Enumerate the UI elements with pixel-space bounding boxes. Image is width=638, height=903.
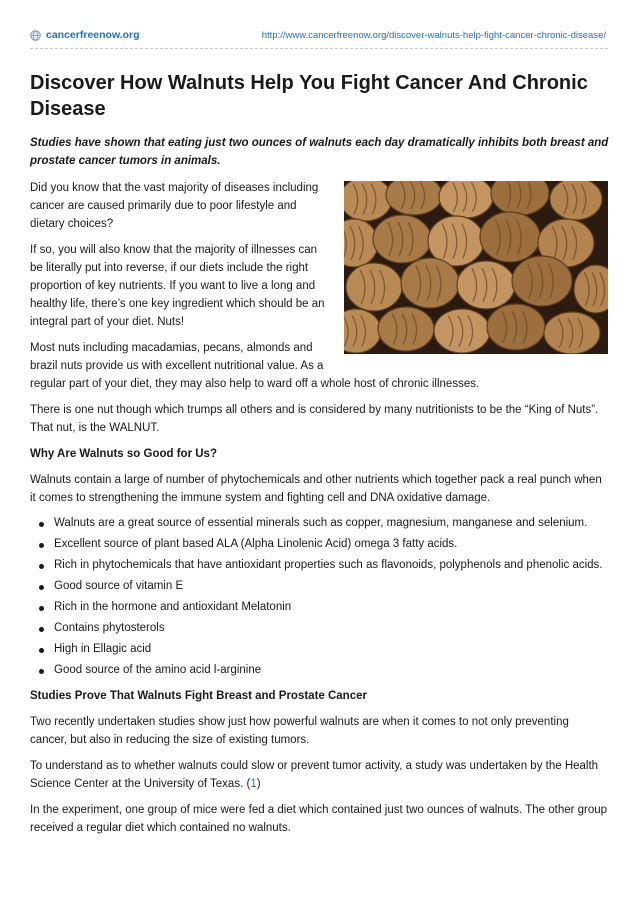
paragraph-7 (30, 757, 608, 793)
reference-link[interactable]: 1 (250, 778, 257, 790)
list-item: Contains phytosterols (54, 620, 608, 637)
list-item: Rich in the hormone and antioxidant Melatonin (54, 599, 608, 616)
site-label[interactable] (30, 29, 140, 41)
benefits-list (30, 515, 608, 679)
site-name[interactable]: cancerfreenow.org (46, 29, 140, 41)
paragraph-8: In the experiment, one group of mice were fed a diet which contained just two ounces of walnuts. The other group received a regular diet which contained no walnuts. (30, 804, 608, 834)
paragraph-7-text: To understand as to whether walnuts could slow or prevent tumor activity, a study was undertaken by the Health Science Center at the University of Texas. ( (30, 760, 599, 790)
list-item: Good source of vitamin E (54, 578, 608, 595)
list-item: Walnuts are a great source of essential minerals such as copper, magnesium, manganese and selenium. (54, 515, 608, 532)
lead-line-1: Studies have shown that eating just two ounces of walnuts each day dramatically inhibits both breast and (30, 137, 609, 149)
heading-studies: Studies Prove That Walnuts Fight Breast and Prostate Cancer (30, 690, 367, 702)
list-item: Excellent source of plant based ALA (Alpha Linolenic Acid) omega 3 fatty acids. (54, 536, 608, 553)
list-item: Rich in phytochemicals that have antioxidant properties such as flavonoids, polyphenols and phenolic acids. (54, 557, 608, 574)
paragraph-4: There is one nut though which trumps all others and is considered by many nutritionists to be the “King of Nuts”. That nut, is the WALNUT. (30, 404, 599, 434)
list-item: High in Ellagic acid (54, 641, 608, 658)
globe-icon (30, 30, 41, 41)
paragraph-3: Most nuts including macadamias, pecans, almonds and brazil nuts provide us with excellent nutritional value. As a regular part of your diet, they may also help to ward off a whole host of chronic illnesses. (30, 342, 480, 390)
paragraph-1: Did you know that the vast majority of diseases including cancer are caused primarily due to poor lifestyle and dietary choices? (30, 182, 319, 230)
page-url[interactable]: http://www.cancerfreenow.org/discover-walnuts-help-fight-cancer-chronic-disease/ (261, 30, 606, 41)
page-header (30, 28, 608, 49)
paragraph-7-end: ) (256, 778, 261, 790)
walnuts-photo (344, 181, 608, 354)
article-lead (30, 134, 608, 170)
article (30, 70, 608, 845)
heading-why-walnuts: Why Are Walnuts so Good for Us? (30, 448, 217, 460)
list-item: Good source of the amino acid l-arginine (54, 662, 608, 679)
paragraph-6: Two recently undertaken studies show just how powerful walnuts are when it comes to not only preventing cancer, but also in reducing the size of existing tumors. (30, 716, 569, 746)
lead-line-2: prostate cancer tumors in animals. (30, 155, 221, 167)
paragraph-2: If so, you will also know that the majority of illnesses can be literally put into reverse, if our diets include the right proportion of key nutrients. If you want to live a long and healthy life, there’s one key ingredient which should be an integral part of your diet. Nuts! (30, 244, 325, 328)
paragraph-5: Walnuts contain a large of number of phytochemicals and other nutrients which together pack a real punch when it comes to strengthening the immune system and fighting cell and DNA oxidative damage. (30, 474, 602, 504)
article-title: Discover How Walnuts Help You Fight Cancer And Chronic Disease (30, 72, 588, 120)
